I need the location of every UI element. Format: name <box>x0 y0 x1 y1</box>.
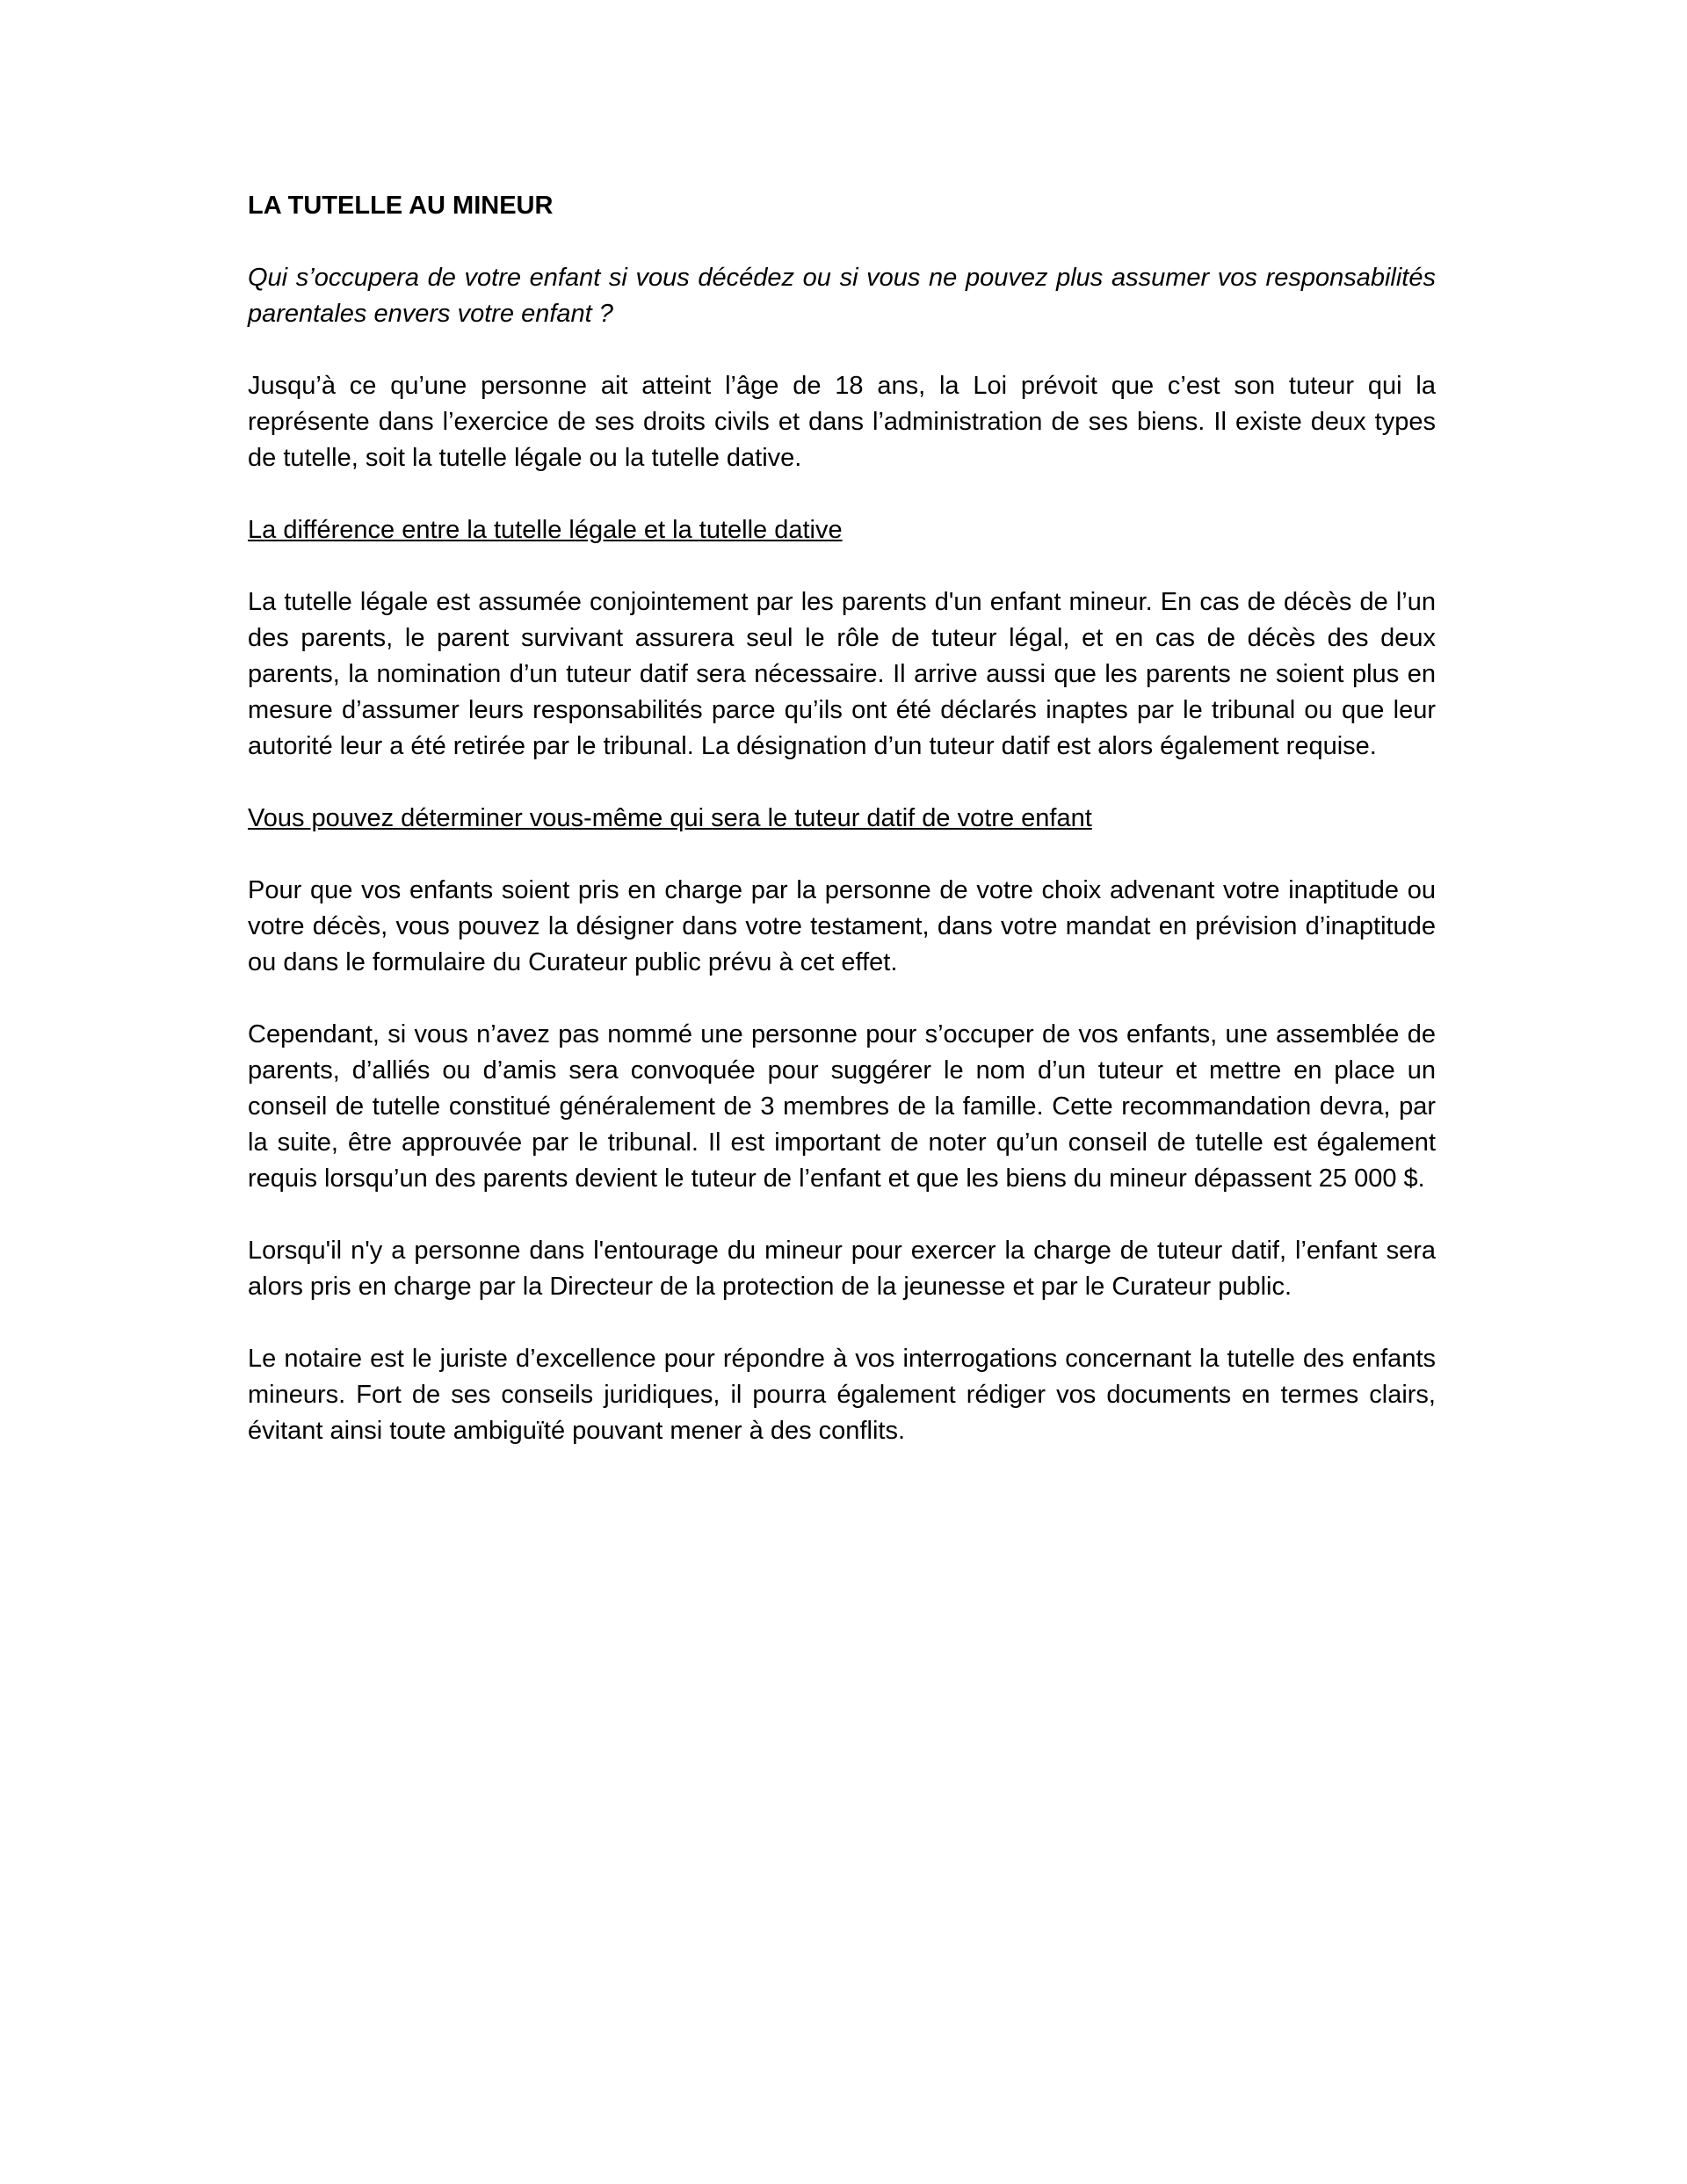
section-heading-difference: La différence entre la tutelle légale et la tutelle dative <box>248 516 843 544</box>
paragraph-tutorship-council: Cependant, si vous n’avez pas nommé une personne pour s’occuper de vos enfants, une assemblée de parents, d’alliés ou d’amis sera convoquée pour suggérer le nom d’un tuteur et mettre en place un conseil de tutelle constitué généralement de 3 membres de la famille. Cette recommandation devra, par la suite, être approuvée par le tribunal. Il est important de noter qu’un conseil de tutelle est également requis lorsqu’un des parents devient le tuteur de l’enfant et que les biens du mineur dépassent 25 000 $. <box>248 1020 1436 1193</box>
section-heading-designate: Vous pouvez déterminer vous-même qui sera le tuteur datif de votre enfant <box>248 804 1092 832</box>
document-body <box>248 188 1436 1485</box>
paragraph-designation: Pour que vos enfants soient pris en charge par la personne de votre choix advenant votre inaptitude ou votre décès, vous pouvez la désigner dans votre testament, dans votre mandat en prévision d’inaptitude ou dans le formulaire du Curateur public prévu à cet effet. <box>248 876 1436 976</box>
paragraph-no-guardian: Lorsqu'il n'y a personne dans l'entourage du mineur pour exercer la charge de tuteur datif, l’enfant sera alors pris en charge par la Directeur de la protection de la jeunesse et par le Curateur public. <box>248 1237 1436 1301</box>
document-title: LA TUTELLE AU MINEUR <box>248 192 554 220</box>
paragraph-legal-tutorship: La tutelle légale est assumée conjointement par les parents d'un enfant mineur. En cas de décès de l’un des parents, le parent survivant assurera seul le rôle de tuteur légal, et en cas de décès des deux parents, la nomination d’un tuteur datif sera nécessaire. Il arrive aussi que les parents ne soient plus en mesure d’assumer leurs responsabilités parce qu’ils ont été déclarés inaptes par le tribunal ou que leur autorité leur a été retirée par le tribunal. La désignation d’un tuteur datif est alors également requise. <box>248 588 1436 760</box>
intro-question: Qui s’occupera de votre enfant si vous décédez ou si vous ne pouvez plus assumer vos responsabilités parentales envers votre enfant ? <box>248 264 1436 328</box>
paragraph-notary: Le notaire est le juriste d’excellence pour répondre à vos interrogations concernant la tutelle des enfants mineurs. Fort de ses conseils juridiques, il pourra également rédiger vos documents en termes clairs, évitant ainsi toute ambiguïté pouvant mener à des conflits. <box>248 1345 1436 1445</box>
paragraph-age-of-majority: Jusqu’à ce qu’une personne ait atteint l’âge de 18 ans, la Loi prévoit que c’est son tuteur qui la représente dans l’exercice de ses droits civils et dans l’administration de ses biens. Il existe deux types de tutelle, soit la tutelle légale ou la tutelle dative. <box>248 372 1436 472</box>
